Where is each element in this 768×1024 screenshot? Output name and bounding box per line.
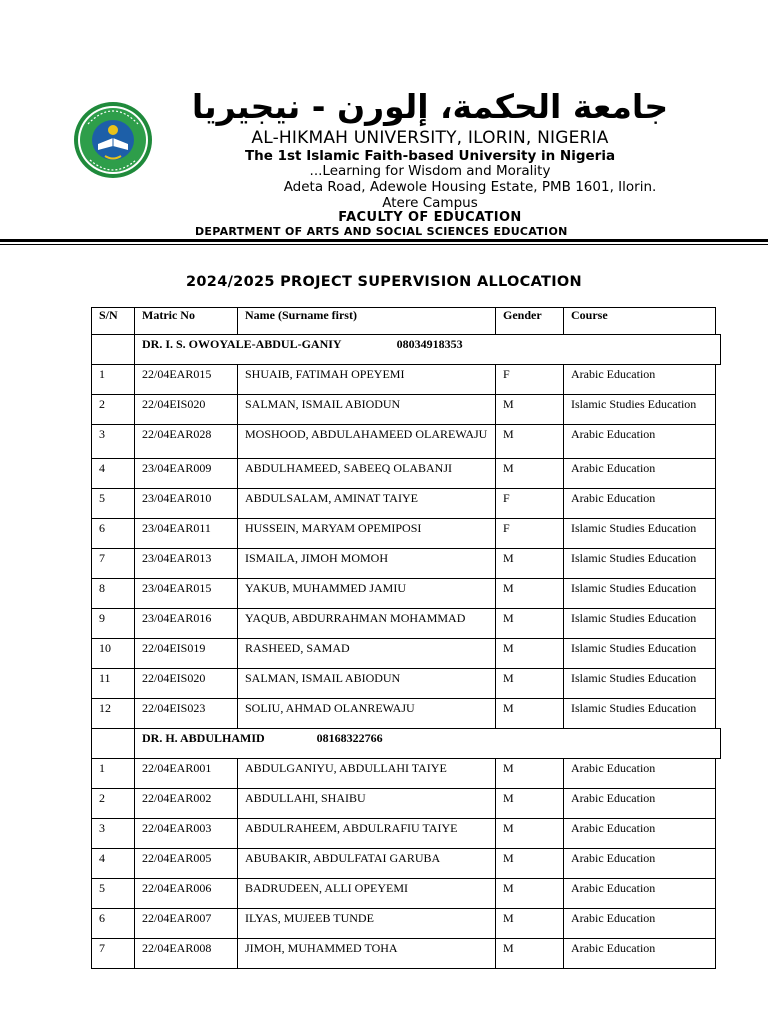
- supervisor-name: DR. H. ABDULHAMID: [142, 731, 265, 745]
- university-motto: ...Learning for Wisdom and Morality: [309, 163, 551, 179]
- cell-course: Islamic Studies Education: [564, 579, 716, 609]
- cell-sn: 12: [92, 699, 135, 729]
- column-header-course: Course: [564, 308, 716, 335]
- university-address: Adeta Road, Adewole Housing Estate, PMB 1601, Ilorin.: [283, 179, 657, 195]
- supervisor-cell: [135, 335, 716, 365]
- cell-matric: 22/04EAR003: [135, 819, 238, 849]
- cell-gender: M: [496, 849, 564, 879]
- table-row: [92, 849, 716, 879]
- cell-gender: F: [496, 519, 564, 549]
- cell-sn: 9: [92, 609, 135, 639]
- cell-matric: 22/04EAR008: [135, 939, 238, 969]
- cell-sn: 7: [92, 549, 135, 579]
- cell-matric: 22/04EAR015: [135, 365, 238, 395]
- cell-course: Arabic Education: [564, 425, 716, 459]
- cell-gender: F: [496, 365, 564, 395]
- cell-name: ABUBAKIR, ABDULFATAI GARUBA: [238, 849, 496, 879]
- cell-matric: 23/04EAR013: [135, 549, 238, 579]
- arabic-university-name: جامعة الحكمة، إلورن - نيجيريا: [191, 87, 669, 126]
- header-divider-thin: [0, 244, 768, 245]
- table-row: [92, 759, 716, 789]
- cell-name: SOLIU, AHMAD OLANREWAJU: [238, 699, 496, 729]
- supervisor-phone: 08168322766: [316, 731, 383, 745]
- table-row: [92, 939, 716, 969]
- cell-matric: 22/04EIS020: [135, 395, 238, 425]
- table-row: [92, 879, 716, 909]
- cell-matric: 23/04EAR011: [135, 519, 238, 549]
- cell-matric: 22/04EIS019: [135, 639, 238, 669]
- cell-course: Islamic Studies Education: [564, 669, 716, 699]
- supervisor-row: [92, 729, 716, 759]
- table-row: [92, 609, 716, 639]
- cell-gender: M: [496, 939, 564, 969]
- supervisor-cell-overhang: [714, 334, 721, 365]
- cell-matric: 22/04EAR006: [135, 879, 238, 909]
- cell-course: Arabic Education: [564, 849, 716, 879]
- table-row: [92, 639, 716, 669]
- cell-matric: 22/04EIS023: [135, 699, 238, 729]
- cell-matric: 22/04EIS020: [135, 669, 238, 699]
- cell-sn: 6: [92, 909, 135, 939]
- cell-matric: 22/04EAR007: [135, 909, 238, 939]
- table-row: [92, 365, 716, 395]
- cell-name: ABDULSALAM, AMINAT TAIYE: [238, 489, 496, 519]
- cell-sn: 6: [92, 519, 135, 549]
- cell-course: Islamic Studies Education: [564, 549, 716, 579]
- cell-name: BADRUDEEN, ALLI OPEYEMI: [238, 879, 496, 909]
- cell-name: ABDULHAMEED, SABEEQ OLABANJI: [238, 459, 496, 489]
- cell-gender: M: [496, 909, 564, 939]
- cell-matric: 22/04EAR001: [135, 759, 238, 789]
- table-row: [92, 699, 716, 729]
- table-row: [92, 549, 716, 579]
- cell-gender: M: [496, 425, 564, 459]
- table-row: [92, 425, 716, 459]
- column-header-sn: S/N: [92, 308, 135, 335]
- cell-name: ISMAILA, JIMOH MOMOH: [238, 549, 496, 579]
- cell-course: Islamic Studies Education: [564, 609, 716, 639]
- column-header-gender: Gender: [496, 308, 564, 335]
- cell-sn: 1: [92, 759, 135, 789]
- document-title: 2024/2025 PROJECT SUPERVISION ALLOCATION: [186, 274, 582, 290]
- cell-sn: 2: [92, 395, 135, 425]
- cell-gender: F: [496, 489, 564, 519]
- department-name: DEPARTMENT OF ARTS AND SOCIAL SCIENCES EDUCATION: [195, 225, 568, 238]
- cell-name: ABDULRAHEEM, ABDULRAFIU TAIYE: [238, 819, 496, 849]
- cell-sn: 5: [92, 879, 135, 909]
- campus-name: Atere Campus: [382, 195, 478, 211]
- cell-gender: M: [496, 819, 564, 849]
- cell-name: HUSSEIN, MARYAM OPEMIPOSI: [238, 519, 496, 549]
- cell-course: Islamic Studies Education: [564, 699, 716, 729]
- cell-name: YAQUB, ABDURRAHMAN MOHAMMAD: [238, 609, 496, 639]
- table-header-row: [92, 308, 716, 335]
- header-divider-thick: [0, 239, 768, 242]
- cell-sn: 1: [92, 365, 135, 395]
- cell-name: JIMOH, MUHAMMED TOHA: [238, 939, 496, 969]
- supervisor-cell-overhang: [714, 728, 721, 759]
- university-seal-icon: [72, 100, 154, 180]
- cell-gender: M: [496, 459, 564, 489]
- cell-course: Arabic Education: [564, 365, 716, 395]
- cell-sn: 2: [92, 789, 135, 819]
- university-tagline: The 1st Islamic Faith-based University in Nigeria: [244, 148, 616, 164]
- cell-matric: 23/04EAR009: [135, 459, 238, 489]
- supervision-table: [91, 307, 716, 969]
- cell-matric: 22/04EAR028: [135, 425, 238, 459]
- supervisor-cell: [135, 729, 716, 759]
- supervisor-row-blank: [92, 335, 135, 365]
- cell-gender: M: [496, 669, 564, 699]
- cell-gender: M: [496, 699, 564, 729]
- cell-name: ABDULGANIYU, ABDULLAHI TAIYE: [238, 759, 496, 789]
- cell-sn: 8: [92, 579, 135, 609]
- cell-course: Arabic Education: [564, 879, 716, 909]
- cell-matric: 22/04EAR005: [135, 849, 238, 879]
- cell-name: SHUAIB, FATIMAH OPEYEMI: [238, 365, 496, 395]
- cell-sn: 10: [92, 639, 135, 669]
- university-name: AL-HIKMAH UNIVERSITY, ILORIN, NIGERIA: [251, 128, 609, 148]
- cell-gender: M: [496, 549, 564, 579]
- cell-sn: 5: [92, 489, 135, 519]
- cell-gender: M: [496, 609, 564, 639]
- cell-sn: 3: [92, 819, 135, 849]
- table-row: [92, 489, 716, 519]
- cell-gender: M: [496, 639, 564, 669]
- cell-sn: 11: [92, 669, 135, 699]
- cell-sn: 7: [92, 939, 135, 969]
- table-row: [92, 459, 716, 489]
- table-row: [92, 819, 716, 849]
- cell-name: YAKUB, MUHAMMED JAMIU: [238, 579, 496, 609]
- cell-course: Arabic Education: [564, 789, 716, 819]
- cell-course: Arabic Education: [564, 489, 716, 519]
- cell-name: RASHEED, SAMAD: [238, 639, 496, 669]
- table-row: [92, 789, 716, 819]
- cell-course: Arabic Education: [564, 819, 716, 849]
- cell-sn: 4: [92, 849, 135, 879]
- cell-sn: 4: [92, 459, 135, 489]
- cell-name: SALMAN, ISMAIL ABIODUN: [238, 395, 496, 425]
- cell-gender: M: [496, 579, 564, 609]
- cell-matric: 23/04EAR015: [135, 579, 238, 609]
- cell-course: Islamic Studies Education: [564, 395, 716, 425]
- table-row: [92, 669, 716, 699]
- cell-gender: M: [496, 879, 564, 909]
- table-row: [92, 395, 716, 425]
- supervisor-row-blank: [92, 729, 135, 759]
- column-header-matric: Matric No: [135, 308, 238, 335]
- cell-name: MOSHOOD, ABDULAHAMEED OLAREWAJU: [238, 425, 496, 459]
- cell-course: Islamic Studies Education: [564, 519, 716, 549]
- cell-matric: 23/04EAR016: [135, 609, 238, 639]
- table-row: [92, 519, 716, 549]
- supervisor-row: [92, 335, 716, 365]
- cell-gender: M: [496, 759, 564, 789]
- cell-matric: 23/04EAR010: [135, 489, 238, 519]
- cell-sn: 3: [92, 425, 135, 459]
- cell-course: Arabic Education: [564, 909, 716, 939]
- cell-gender: M: [496, 789, 564, 819]
- column-header-name: Name (Surname first): [238, 308, 496, 335]
- cell-course: Arabic Education: [564, 759, 716, 789]
- table-row: [92, 909, 716, 939]
- cell-course: Islamic Studies Education: [564, 639, 716, 669]
- cell-gender: M: [496, 395, 564, 425]
- table-row: [92, 579, 716, 609]
- supervisor-phone: 08034918353: [396, 337, 463, 351]
- faculty-name: FACULTY OF EDUCATION: [338, 210, 522, 225]
- cell-course: Arabic Education: [564, 939, 716, 969]
- supervisor-name: DR. I. S. OWOYALE-ABDUL-GANIY: [142, 337, 342, 351]
- cell-name: ABDULLAHI, SHAIBU: [238, 789, 496, 819]
- cell-name: ILYAS, MUJEEB TUNDE: [238, 909, 496, 939]
- cell-matric: 22/04EAR002: [135, 789, 238, 819]
- cell-course: Arabic Education: [564, 459, 716, 489]
- cell-name: SALMAN, ISMAIL ABIODUN: [238, 669, 496, 699]
